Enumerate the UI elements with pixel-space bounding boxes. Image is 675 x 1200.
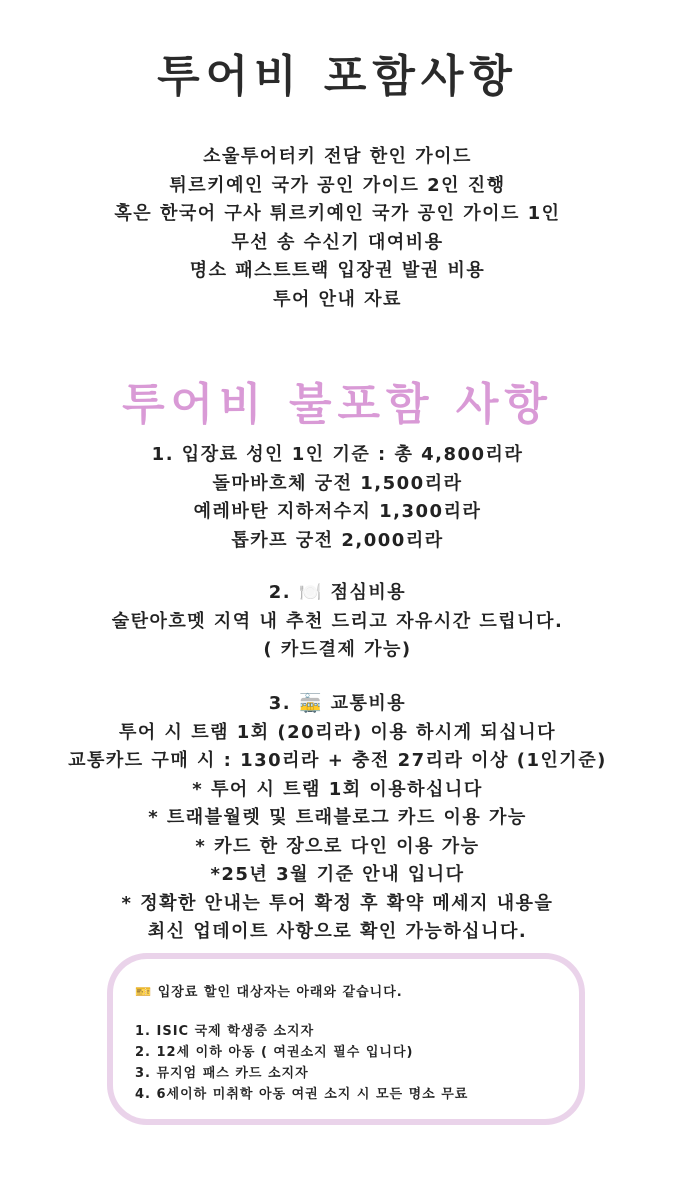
plate-icon: 🍽️ (298, 582, 323, 603)
transport-line: 교통카드 구매 시 : 130리라 + 충전 27리라 이상 (1인기준) (68, 750, 607, 771)
transport-line: * 트래블월렛 및 트래블로그 카드 이용 가능 (148, 807, 527, 828)
included-item: 혹은 한국어 구사 튀르키예인 국가 공인 가이드 1인 (114, 203, 561, 224)
included-item: 튀르키예인 국가 공인 가이드 2인 진행 (169, 174, 506, 196)
transport-line: * 카드 한 장으로 다인 이용 가능 (195, 835, 480, 857)
included-item: 명소 패스트트랙 입장권 발권 비용 (189, 260, 486, 281)
included-item: 무선 송 수신기 대여비용 (231, 231, 444, 253)
discount-card-heading-text: 입장료 할인 대상자는 아래와 같습니다. (157, 985, 403, 1000)
transport-line: 투어 시 트램 1회 (20리라) 이용 하시게 되십니다 (119, 721, 556, 743)
admission-fee-line: 돌마바흐체 궁전 1,500리라 (212, 472, 463, 494)
transport-line: * 정확한 안내는 투어 확정 후 확약 메세지 내용을 (121, 892, 554, 914)
discount-item: 3. 뮤지엄 패스 카드 소지자 (135, 1066, 309, 1081)
lunch-heading-text: 점심비용 (330, 582, 407, 603)
ticket-icon: 🎫 (135, 985, 153, 1000)
discount-list (135, 1021, 468, 1105)
transport-line: *25년 3월 기준 안내 입니다 (210, 864, 465, 885)
admission-fee-section (0, 441, 675, 555)
transport-heading-text: 교통비용 (330, 693, 407, 714)
discount-card (107, 953, 585, 1125)
excluded-title: 투어비 불포함 사항 (122, 379, 553, 430)
included-item: 소울투어터키 전담 한인 가이드 (203, 146, 472, 167)
lunch-heading-number: 2. (268, 582, 292, 603)
lunch-section (0, 579, 675, 665)
transport-line: 최신 업데이트 사항으로 확인 가능하십니다. (147, 921, 528, 942)
included-title: 투어비 포함사항 (157, 51, 518, 102)
transport-line: * 투어 시 트램 1회 이용하십니다 (192, 778, 483, 800)
discount-item: 4. 6세이하 미취학 아동 여권 소지 시 모든 명소 무료 (135, 1087, 469, 1102)
admission-fee-line: 예레바탄 지하저수지 1,300리라 (193, 501, 482, 522)
transport-heading-number: 3. (268, 693, 292, 714)
admission-fee-total: 1. 입장료 성인 1인 기준 : 총 4,800리라 (151, 444, 524, 465)
lunch-line: 술탄아흐멧 지역 내 추천 드리고 자유시간 드립니다. (111, 610, 564, 632)
admission-fee-line: 톱카프 궁전 2,000리라 (231, 529, 444, 551)
lunch-line: ( 카드결제 가능) (263, 639, 412, 660)
transport-section (0, 690, 675, 947)
included-list (0, 143, 675, 314)
transport-heading (0, 690, 675, 719)
tram-icon: 🚋 (298, 693, 323, 714)
included-item: 투어 안내 자료 (273, 288, 402, 310)
lunch-heading (0, 579, 675, 608)
discount-item: 2. 12세 이하 아동 ( 여권소지 필수 입니다) (135, 1045, 414, 1060)
discount-item: 1. ISIC 국제 학생증 소지자 (135, 1024, 315, 1039)
discount-card-heading (135, 981, 403, 1000)
